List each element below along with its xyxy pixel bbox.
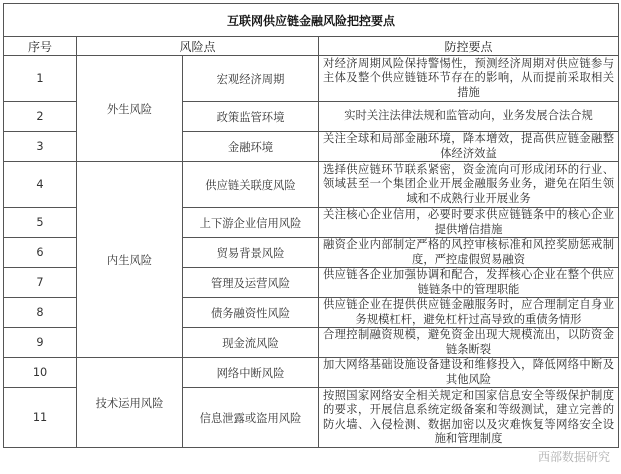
watermark: 西部数据研究 (537, 450, 610, 464)
control-text: 合理控制融资规模，避免资金出现大规模流出，以防资金链条断裂 (319, 328, 619, 358)
control-text: 融资企业内部制定严格的风控审核标准和风控奖励惩戒制度，严控虚假贸易融资 (319, 238, 619, 268)
row-number: 10 (4, 358, 77, 388)
row-number: 9 (4, 328, 77, 358)
row-number: 8 (4, 298, 77, 328)
table-row (4, 56, 619, 102)
risk-name: 网络中断风险 (183, 358, 319, 388)
row-number: 6 (4, 238, 77, 268)
row-number: 4 (4, 162, 77, 208)
risk-name: 上下游企业信用风险 (183, 208, 319, 238)
row-number: 11 (4, 388, 77, 448)
risk-name: 政策监管环境 (183, 102, 319, 132)
table-row (4, 162, 619, 208)
control-text: 加大网络基础设施设备建设和维修投入，降低网络中断及其他风险 (319, 358, 619, 388)
table-title: 互联网供应链金融风险把控要点 (4, 4, 619, 37)
risk-name: 金融环境 (183, 132, 319, 162)
control-text: 供应链企业在提供供应链金融服务时，应合理制定自身业务规模杠杆，避免杠杆过高导致的重债务情形 (319, 298, 619, 328)
control-text: 关注核心企业信用，必要时要求供应链链条中的核心企业提供增信措施 (319, 208, 619, 238)
control-text: 选择供应链环节联系紧密，资金流向可形成闭环的行业、领域甚至一个集团企业开展金融服务业务，避免在陌生领域和不成熟行业开展业务 (319, 162, 619, 208)
row-number: 7 (4, 268, 77, 298)
risk-name: 供应链关联度风险 (183, 162, 319, 208)
control-text: 按照国家网络安全相关规定和国家信息安全等级保护制度的要求，开展信息系统定级备案和等级测试，建立完善的防火墙、入侵检测、数据加密以及灾难恢复等网络安全设施和管理制度 (319, 388, 619, 448)
risk-name: 宏观经济周期 (183, 56, 319, 102)
control-text: 实时关注法律法规和监管动向，业务发展合法合规 (319, 102, 619, 132)
row-number: 1 (4, 56, 77, 102)
control-text: 对经济周期风险保持警惕性，预测经济周期对供应链参与主体及整个供应链链环节存在的影响，从而提前采取相关措施 (319, 56, 619, 102)
risk-name: 债务融资性风险 (183, 298, 319, 328)
row-number: 3 (4, 132, 77, 162)
category-tech: 技术运用风险 (77, 358, 183, 448)
table-row (4, 358, 619, 388)
category-internal: 内生风险 (77, 162, 183, 358)
risk-control-table (3, 3, 619, 448)
header-row (4, 37, 619, 56)
risk-name: 信息泄露或盗用风险 (183, 388, 319, 448)
header-control-point: 防控要点 (319, 37, 619, 56)
risk-name: 管理及运营风险 (183, 268, 319, 298)
row-number: 2 (4, 102, 77, 132)
control-text: 关注全球和局部金融环境，降本增效，提高供应链金融整体经济效益 (319, 132, 619, 162)
control-text: 供应链各企业加强协调和配合，发挥核心企业在整个供应链链条中的管理职能 (319, 268, 619, 298)
category-external: 外生风险 (77, 56, 183, 162)
risk-name: 贸易背景风险 (183, 238, 319, 268)
document (3, 3, 618, 471)
row-number: 5 (4, 208, 77, 238)
risk-name: 现金流风险 (183, 328, 319, 358)
header-number: 序号 (4, 37, 77, 56)
header-risk-point: 风险点 (77, 37, 319, 56)
